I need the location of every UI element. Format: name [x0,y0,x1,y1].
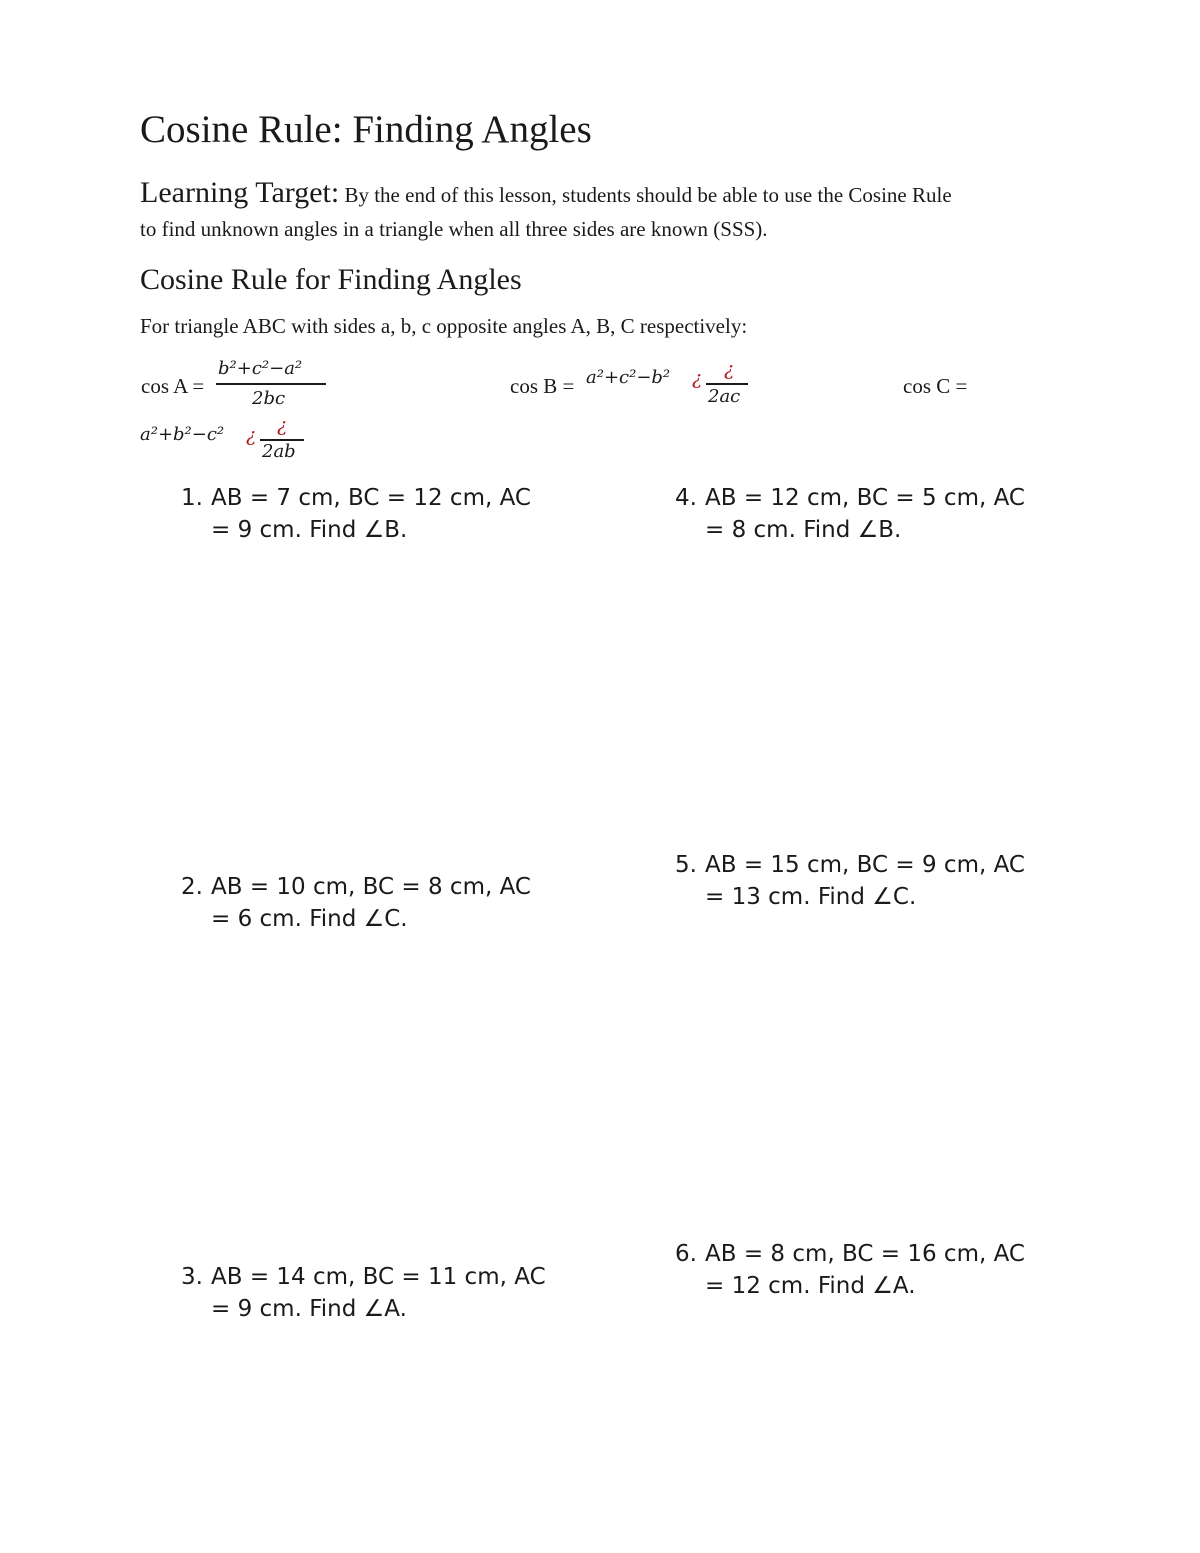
question-text: AB = 10 cm, BC = 8 cm, AC [211,874,531,900]
question-text: = 13 cm. Find ∠C. [705,884,917,910]
question-2 [167,871,531,935]
question-number: 6. [675,1241,697,1267]
cos-c-artifact: ¿ [246,424,257,446]
question-text: AB = 12 cm, BC = 5 cm, AC [705,485,1025,511]
cos-a-fraction-bar [216,383,326,385]
cos-b-artifact-top: ¿ [724,358,735,380]
question-text: AB = 15 cm, BC = 9 cm, AC [705,852,1025,878]
cos-c-numerator: a²+b²−c² [140,424,225,445]
cos-b-denominator: 2ac [708,386,741,407]
question-4 [661,482,1025,546]
question-number: 2. [181,874,203,900]
learning-target [140,178,952,210]
section-heading: Cosine Rule for Finding Angles [140,263,522,296]
question-number: 5. [675,852,697,878]
cos-c-artifact-top: ¿ [277,414,288,436]
question-text: AB = 14 cm, BC = 11 cm, AC [211,1264,546,1290]
learning-target-text-1: By the end of this lesson, students should be able to use the Cosine Rule [344,183,952,207]
question-text: = 8 cm. Find ∠B. [705,517,902,543]
question-text: AB = 8 cm, BC = 16 cm, AC [705,1241,1025,1267]
question-text: = 12 cm. Find ∠A. [705,1273,916,1299]
question-text: = 9 cm. Find ∠B. [211,517,408,543]
question-text: AB = 7 cm, BC = 12 cm, AC [211,485,531,511]
question-3 [167,1261,546,1325]
cos-c-label: cos C = [903,374,968,398]
learning-target-label: Learning Target: [140,176,340,209]
question-number: 3. [181,1264,203,1290]
cos-b-fraction-bar [706,383,748,385]
intro-text: For triangle ABC with sides a, b, c opposite angles A, B, C respectively: [140,314,748,338]
question-6 [661,1238,1025,1302]
cos-b-numerator: a²+c²−b² [586,367,671,388]
cos-b-label: cos B = [510,374,575,398]
question-5 [661,849,1025,913]
page-title: Cosine Rule: Finding Angles [140,108,592,151]
cos-c-denominator: 2ab [262,441,296,462]
question-text: = 6 cm. Find ∠C. [211,906,408,932]
question-number: 4. [675,485,697,511]
cos-a-numerator: b²+c²−a² [218,358,303,379]
cos-b-artifact: ¿ [692,367,703,389]
question-number: 1. [181,485,203,511]
question-text: = 9 cm. Find ∠A. [211,1296,407,1322]
cos-a-label: cos A = [141,374,205,398]
learning-target-text-2: to find unknown angles in a triangle when all three sides are known (SSS). [140,217,768,241]
cos-a-denominator: 2bc [252,388,286,409]
question-1 [167,482,531,546]
